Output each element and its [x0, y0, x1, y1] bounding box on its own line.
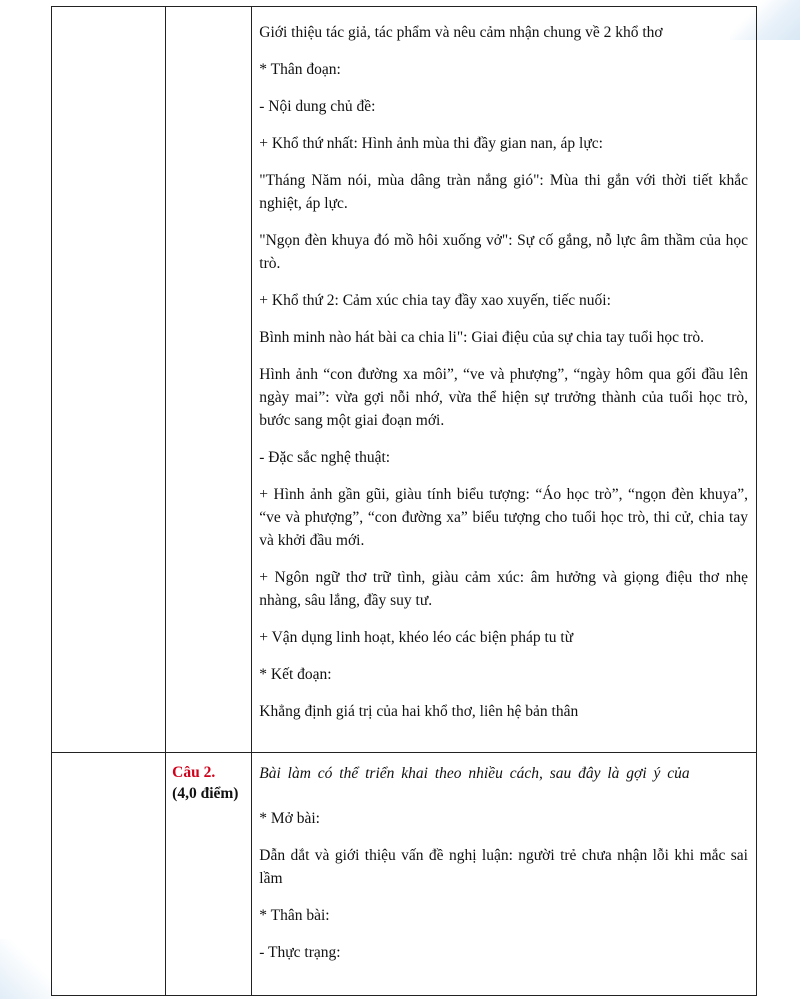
paragraph: Hình ảnh “con đường xa môi”, “ve và phượng”, “ngày hôm qua gối đầu lên ngày mai”: vừa gợi nỗi nhớ, vừa thể hiện sự trưởng thành của tuổi học trò, bước sang một giai đoạn mới.: [259, 366, 748, 429]
paragraph: + Hình ảnh gần gũi, giàu tính biểu tượng: “Áo học trò”, “ngọn đèn khuya”, “ve và phượng”, “con đường xa” biểu tượng cho tuổi học trò, thi cử, chia tay và khởi đầu mới.: [259, 486, 748, 549]
paragraph: - Đặc sắc nghệ thuật:: [259, 449, 391, 466]
answer-content-2: [252, 753, 756, 964]
paragraph: * Kết đoạn:: [259, 666, 332, 683]
question-cell: [166, 753, 252, 996]
table-row: [52, 753, 757, 996]
paragraph: + Khổ thứ 2: Cảm xúc chia tay đầy xao xuyến, tiếc nuối:: [259, 292, 611, 309]
paragraph: Dẫn dắt và giới thiệu vấn đề nghị luận: người trẻ chưa nhận lỗi khi mắc sai lầm: [259, 847, 748, 887]
paragraph: "Tháng Năm nói, mùa dâng tràn nắng gió": Mùa thi gắn với thời tiết khắc nghiệt, áp lực.: [259, 172, 748, 212]
paragraph: * Mở bài:: [259, 810, 320, 827]
paragraph: Bình minh nào hát bài ca chia li": Giai điệu của sự chia tay tuổi học trò.: [259, 329, 704, 346]
question-cell: [166, 7, 252, 753]
paragraph: Giới thiệu tác giả, tác phẩm và nêu cảm nhận chung về 2 khổ thơ: [259, 24, 663, 41]
paragraph: * Thân đoạn:: [259, 61, 341, 78]
section-cell: [52, 7, 166, 753]
question-label: [166, 753, 251, 804]
answer-cell: [252, 7, 757, 753]
question-points: (4,0 điểm): [172, 785, 239, 802]
paragraph: * Thân bài:: [259, 907, 330, 924]
intro-paragraph: Bài làm có thể triển khai theo nhiều cách, sau đây là gợi ý của: [259, 765, 690, 782]
answer-cell: [252, 753, 757, 996]
answer-key-table: [51, 6, 757, 996]
answer-content-1: [252, 7, 756, 737]
table-row: [52, 7, 757, 753]
paragraph: - Nội dung chủ đề:: [259, 98, 376, 115]
section-cell: [52, 753, 166, 996]
paragraph: - Thực trạng:: [259, 944, 341, 961]
paragraph: Khẳng định giá trị của hai khổ thơ, liên hệ bản thân: [259, 703, 579, 720]
paragraph: + Khổ thứ nhất: Hình ảnh mùa thi đầy gian nan, áp lực:: [259, 135, 603, 152]
question-title: Câu 2.: [172, 764, 216, 781]
paragraph: + Ngôn ngữ thơ trữ tình, giàu cảm xúc: âm hưởng và giọng điệu thơ nhẹ nhàng, sâu lắng, đầy suy tư.: [259, 569, 748, 609]
paragraph: + Vận dụng linh hoạt, khéo léo các biện pháp tu từ: [259, 629, 574, 646]
paragraph: "Ngọn đèn khuya đó mồ hôi xuống vở": Sự cố gắng, nỗ lực âm thầm của học trò.: [259, 232, 748, 272]
